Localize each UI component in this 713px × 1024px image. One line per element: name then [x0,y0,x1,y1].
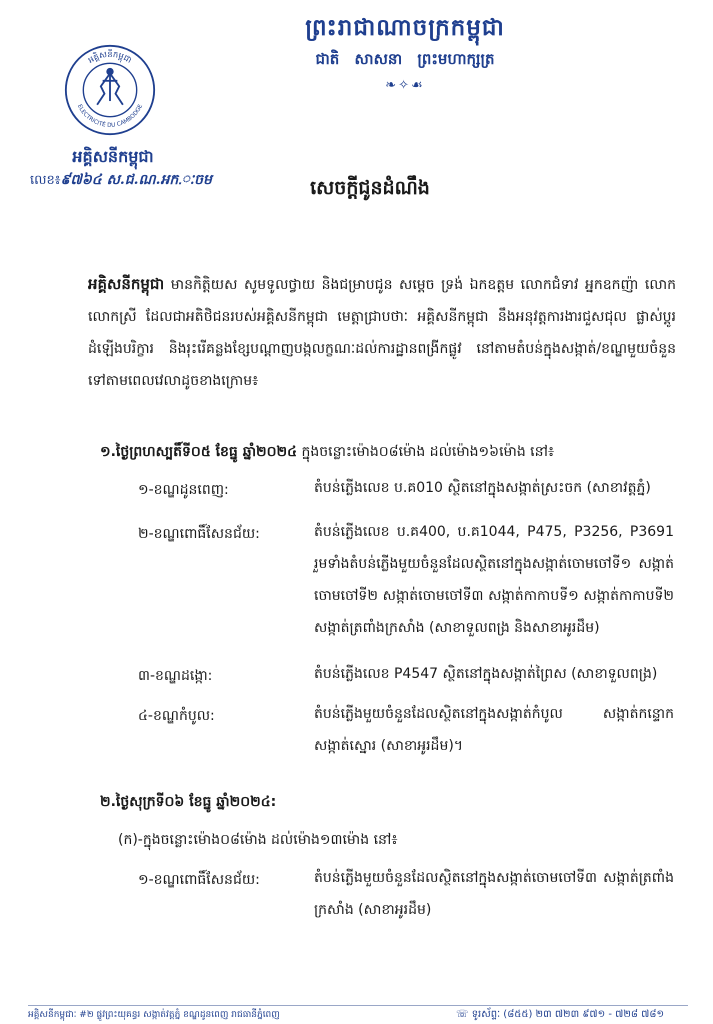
section-1-item-2-value: តំបន់ភ្លើងលេខ ប.គ400, ប.គ1044, P475, P3256, P3691 រួមទាំងតំបន់ភ្លើងមួយចំនួនដែលស្ថិតនៅក្នុងសង្កាត់ចោមចៅទី១ សង្កាត់ចោមចៅទី២ សង្កាត់ចោមចៅទី៣ សង្កាត់កាកាបទី១ សង្កាត់កាកាបទី២ សង្កាត់ត្រពាំងក្រសាំង (សាខាទួលពង្រ និងសាខាអូរដឹម) [314,524,674,636]
kingdom-heading: ព្រះរាជាណាចក្រកម្ពុជា [305,15,505,41]
phone-icon: ☏ [456,1009,472,1020]
section-1-item-3-value: តំបន់ភ្លើងលេខ P4547 ស្ថិតនៅក្នុងសង្កាត់ព្រៃស (សាខាទួលពង្រ) [314,666,658,682]
intro-paragraph [88,268,676,397]
edc-logo [64,44,156,136]
section-1-item-4-value: តំបន់ភ្លើងមួយចំនួនដែលស្ថិតនៅក្នុងសង្កាត់កំបូល សង្កាត់កន្ទោក សង្កាត់ស្នោរ (សាខាអូរដឹម)។ [314,706,674,754]
section-2-item-1-label: ១-ខណ្ឌពោធិ៍សែនជ័យ: [138,872,260,888]
section-1-item-2-label: ២-ខណ្ឌពោធិ៍សែនជ័យ: [138,526,260,542]
national-motto: ជាតិ សាសនា ព្រះមហាក្សត្រ [315,50,495,68]
footer-phone [456,1007,664,1022]
section-1-item-3-label: ៣-ខណ្ឌដង្កោ: [138,668,213,684]
section-1-item-1-value: តំបន់ភ្លើងលេខ ប.គ010 ស្ថិតនៅក្នុងសង្កាត់ស្រះចក (សាខាវត្តភ្នំ) [314,480,651,496]
document-title: សេចក្តីជូនដំណឹង [310,177,430,199]
ornament-divider: ❧✧☙ [385,78,425,93]
section-1-item-4-label: ៤-ខណ្ឌកំបូល: [138,708,215,724]
section-1-heading [100,442,554,463]
logo-emblem-icon [97,69,123,105]
org-name: អគ្គិសនីកម្ពុជា [72,147,154,166]
footer-address: អគ្គិសនីកម្ពុជាៈ #២ ផ្លូវព្រះយុគន្ធរ សង្កាត់វត្តភ្នំ ខណ្ឌដូនពេញ រាជធានីភ្នំពេញ [28,1010,280,1020]
reference-label: លេខ៖ [30,173,61,188]
section-2-date: ២.ថ្ងៃសុក្រទី០៦ ខែធ្នូ ឆ្នាំ២០២៤: [100,794,277,810]
reference-line [30,170,260,191]
reference-number: ៩៧៦៤ ស.ជ.ណ.អក.ៈចម [60,172,212,188]
section-1-time: ក្នុងចន្លោះម៉ោង០៨ម៉ោង ដល់ម៉ោង១៦ម៉ោង នៅ៖ [297,444,555,460]
footer-phone-text: ទូរស័ព្ទៈ (៨៥៥) ២៣ ៧២៣ ៩៧១ - ៧២៨ ៧៨១ [471,1009,665,1020]
section-2-heading [100,792,276,813]
intro-text: មានកិត្តិយស សូមទូលថ្វាយ និងជម្រាបជូន សម្តេច ទ្រង់ ឯកឧត្តម លោកជំទាវ អ្នកឧកញ៉ា លោក លោកស្រី ដែលជាអតិថិជនរបស់អគ្គិសនីកម្ពុជា មេត្តាជ្រាបថាៈ អគ្គិសនីកម្ពុជា នឹងអនុវត្តការងារជួសជុល ផ្លាស់ប្តូរដំឡើងបរិក្ខារ និងរុះរើគន្លងខ្សែបណ្តាញបង្កលក្ខណៈដល់ការដ្ឋានពង្រីកផ្លូវ នៅតាមតំបន់ក្នុងសង្កាត់/ខណ្ឌមួយចំនួនទៅតាមពេលវេលាដូចខាងក្រោម៖ [88,277,676,389]
section-2-item-1-value: តំបន់ភ្លើងមួយចំនួនដែលស្ថិតនៅក្នុងសង្កាត់ចោមចៅទី៣ សង្កាត់ត្រពាំងក្រសាំង (សាខាអូរដឹម) [314,870,674,918]
section-1-date: ១.ថ្ងៃព្រហស្បតិ៍ទី០៥ ខែធ្នូ ឆ្នាំ២០២៤ [100,444,298,460]
section-2-sub-heading: (ក)-ក្នុងចន្លោះម៉ោង០៨ម៉ោង ដល់ម៉ោង១៣ម៉ោង នៅ៖ [118,832,398,848]
intro-lead: អគ្គិសនីកម្ពុជា [88,275,165,293]
logo-ring-top-text: អគ្គិសនីកម្ពុជា [86,48,134,65]
footer-rule [28,1005,688,1006]
logo-ring-bottom-text: ELECTRICITÉ DU CAMBODGE [75,103,145,129]
section-1-item-1-label: ១-ខណ្ឌដូនពេញ: [138,482,229,498]
